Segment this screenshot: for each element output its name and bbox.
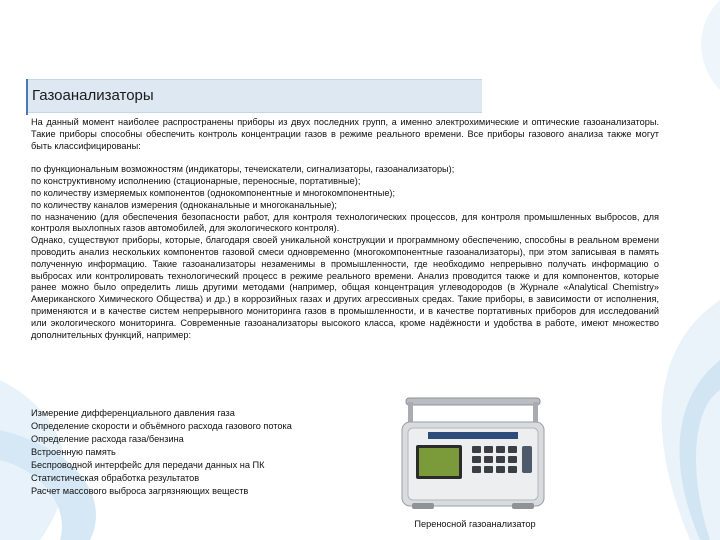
feature-item: Измерение дифференциального давления газа bbox=[31, 408, 235, 418]
classification-item: по назначению (для обеспечения безопасности работ, для контроля технологических процессов, для контроля промышленных выбросов, для контроля выхлопных газов автомобилей, для экологического контроля). bbox=[31, 211, 659, 234]
title-accent-rule bbox=[26, 79, 28, 115]
feature-item: Встроенную память bbox=[31, 447, 116, 457]
intro-paragraph: На данный момент наиболее распространены приборы из двух последних групп, а именно электрохимические и оптические газоанализаторы. Такие приборы способны обеспечить контроль концентрации газов в режиме реального времени. Все приборы газового анализа также могут быть классифицированы: bbox=[31, 117, 659, 151]
feature-item: Статистическая обработка результатов bbox=[31, 473, 200, 483]
feature-item: Определение расхода газа/бензина bbox=[31, 434, 184, 444]
classification-item: по количеству измеряемых компонентов (однокомпонентные и многокомпонентные); bbox=[31, 187, 396, 198]
feature-item: Расчет массового выброса загрязняющих веществ bbox=[31, 486, 249, 496]
title-bar bbox=[26, 79, 482, 113]
classification-item: по количеству каналов измерения (одноканальные и многоканальные); bbox=[31, 199, 337, 210]
image-caption: Переносной газоанализатор bbox=[414, 519, 536, 529]
slide-title: Газоанализаторы bbox=[32, 87, 154, 104]
slide-body bbox=[31, 117, 659, 341]
feature-item: Определение скорости и объёмного расхода газового потока bbox=[31, 421, 292, 431]
feature-list bbox=[31, 407, 361, 498]
body-paragraph: Однако, существуют приборы, которые, благодаря своей уникальной конструкции и программному обеспечению, способны в реальном времени проводить анализ нескольких компонентов газовой смеси одновременно (многокомпонентные газоанализаторы), при этом записывая в память полученную информацию. Такие газоанализаторы незаменимы в промышленности, где необходимо непрерывно получать информацию о выбросах или контролировать технологический процесс в режиме реального времени. Анализ проводится также и для компонентов, которые ранее можно было определить лишь другими методами (например, общая концентрация углеводородов (в Журнале «Analytical Chemistry» Американского Химического Общества) и др.) в коррозийных газах и других агрессивных средах. Такие приборы, в зависимости от исполнения, применяются и в качестве систем непрерывного мониторинга газов в промышленности, и в качестве портативных приборов для исследований или экологического мониторинга. Современные газоанализаторы высокого класса, кроме надёжности и удобства в работе, имеют множество дополнительных функций, например: bbox=[31, 235, 659, 340]
classification-item: по функциональным возможностям (индикаторы, течеискатели, сигнализаторы, газоанализаторы); bbox=[31, 164, 455, 175]
feature-item: Беспроводной интерфейс для передачи данных на ПК bbox=[31, 460, 265, 470]
classification-item: по конструктивному исполнению (стационарные, переносные, портативные); bbox=[31, 176, 361, 187]
gas-analyzer-image bbox=[398, 390, 548, 514]
